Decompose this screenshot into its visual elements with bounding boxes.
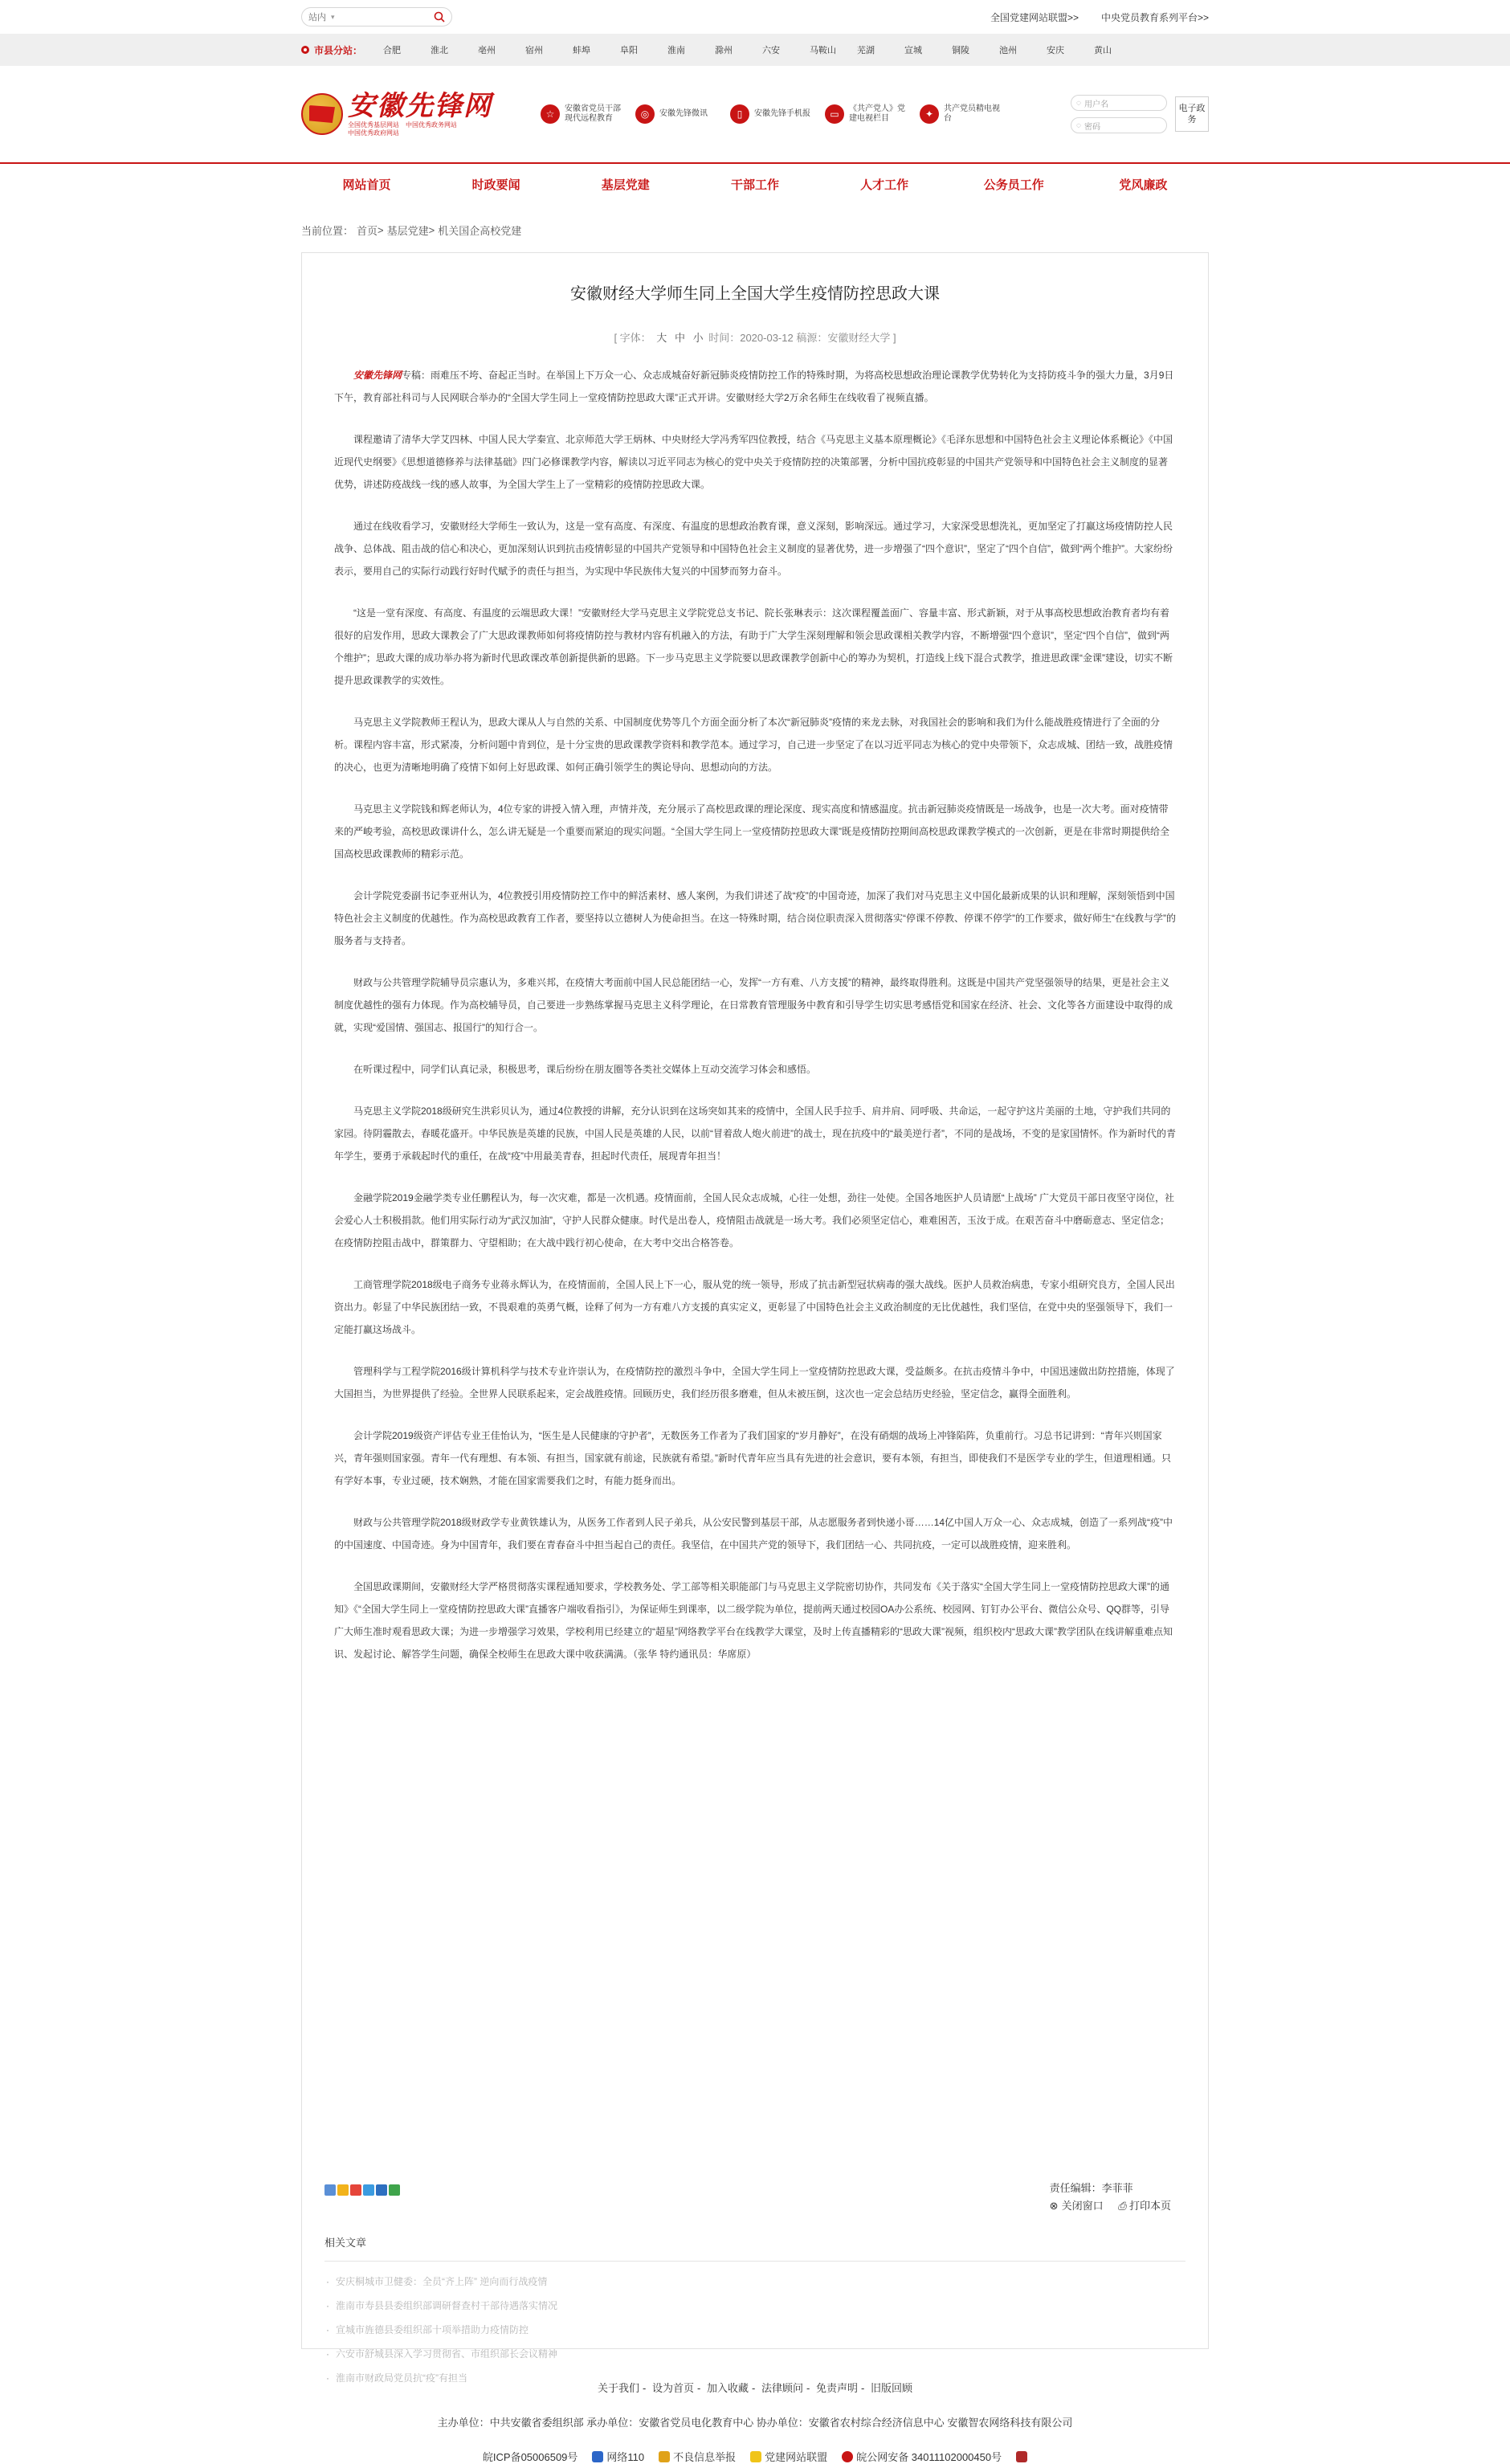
- nav-integrity[interactable]: 党风廉政: [1119, 178, 1168, 192]
- footer-link-favorite[interactable]: 加入收藏: [707, 2382, 749, 2394]
- footer-report[interactable]: 不良信息举报: [659, 2449, 736, 2464]
- site-footer: [0, 2380, 1510, 2464]
- city-link[interactable]: 黄山: [1094, 46, 1112, 55]
- article-paragraph: 通过在线收看学习，安徽财经大学师生一致认为，这是一堂有高度、有深度、有温度的思想政治教育课，意义深刻，影响深远。通过学习，大家深受思想洗礼，更加坚定了打赢这场疫情防控人民战争、总体战、阻击战的信心和决心，更加深刻认识到抗击疫情彰显的中国共产党领导和中国特色社会主义制度的显著优势，进一步增强了“四个意识”，坚定了“四个自信”，做到“两个维护”。大家纷纷表示，要用自己的实际行动践行好时代赋予的责任与担当，为实现中华民族伟大复兴的中国梦而努力奋斗。: [334, 521, 1173, 577]
- article-body: [324, 364, 1186, 1665]
- nav-grassroots[interactable]: 基层党建: [601, 178, 650, 192]
- city-link[interactable]: 合肥: [383, 46, 402, 55]
- quick-link-tv-station[interactable]: ✦ 共产党员精电视台: [920, 104, 1006, 124]
- editor-name: 责任编辑：李菲菲: [1049, 2182, 1133, 2194]
- share-renren-icon[interactable]: [376, 2184, 387, 2196]
- related-item[interactable]: · 淮南市财政局党员抗“疫”有担当: [324, 2366, 1186, 2390]
- broadcast-icon: ✦: [920, 104, 939, 124]
- city-bar: [0, 34, 1510, 66]
- egov-button[interactable]: 电子政务: [1175, 96, 1209, 132]
- education-icon: ☆: [541, 104, 560, 124]
- related-title: 相关文章: [324, 2226, 1186, 2262]
- logo-title: 安徽先锋网: [348, 90, 492, 122]
- breadcrumb-grassroots[interactable]: 基层党建: [386, 224, 429, 237]
- site-logo[interactable]: [301, 91, 534, 137]
- close-icon: ⊗: [1049, 2200, 1059, 2212]
- share-bar: [324, 2184, 400, 2196]
- user-icon: ◌: [1076, 98, 1081, 108]
- city-link[interactable]: 六安: [762, 46, 781, 55]
- article-paragraph: 课程邀请了清华大学艾四林、中国人民大学秦宣、北京师范大学王炳林、中央财经大学冯秀军四位教授，结合《马克思主义基本原理概论》《毛泽东思想和中国特色社会主义理论体系概论》《中国近现代史纲要》《思想道德修养与法律基础》四门必修课教学内容，解读以习近平同志为核心的党中央关于疫情防控的决策部署，分析中国抗疫彰显的中国共产党领导和中国特色社会主义制度的显著优势，讲述防疫战线一线的感人故事，为全国大学生上了一堂精彩的疫情防控思政大课。: [334, 434, 1173, 490]
- printer-icon: ⎙: [1117, 2200, 1126, 2212]
- editor-box: [1050, 2180, 1171, 2215]
- article-section: [0, 252, 1510, 2384]
- logo-subtitle: 全国优秀基层网站 中国优秀政务网站: [348, 121, 457, 129]
- article-box: [301, 252, 1209, 2384]
- search-scope-select[interactable]: 站内: [308, 13, 326, 22]
- related-item[interactable]: · 宣城市旌德县委组织部十项举措助力疫情防控: [324, 2318, 1186, 2342]
- article-paragraph: 工商管理学院2018级电子商务专业蒋永辉认为，在疫情面前，全国人民上下一心，服从党的统一领导，形成了抗击新型冠状病毒的强大战线。医护人员救治病患，专家小组研究良方，全国人民出资出力。彰显了中华民族团结一致，不畏艰难的英勇气概，诠释了何为一方有难八方支援的真实定义，更彰显了中国特色社会主义政治制度的无比优越性，我们坚信，在党中央的坚强领导下，我们一定能打赢这场战斗。: [334, 1279, 1175, 1335]
- city-link[interactable]: 淮北: [431, 46, 449, 55]
- lock-icon: ◌: [1076, 121, 1081, 130]
- main-nav: [0, 162, 1510, 204]
- article-paragraph: 在听课过程中，同学们认真记录，积极思考，课后纷纷在朋友圈等各类社交媒体上互动交流学习体会和感悟。: [353, 1064, 817, 1075]
- nav-news[interactable]: 时政要闻: [471, 178, 520, 192]
- share-weibo-icon[interactable]: [350, 2184, 361, 2196]
- footer-police[interactable]: 皖公网安备 34011102000450号: [842, 2449, 1002, 2464]
- font-size-small[interactable]: 小: [692, 332, 704, 344]
- font-size-medium[interactable]: 中: [674, 332, 685, 344]
- footer-host: 主办单位：中共安徽省委组织部 承办单位：安徽省党员电化教育中心 协办单位：安徽省农村综合经济信息中心 安徽智农网络科技有限公司: [437, 2417, 1073, 2429]
- article-paragraph: 会计学院党委副书记李亚州认为，4位教授引用疫情防控工作中的鲜活素材、感人案例，为我们讲述了战“疫”的中国奇迹，加深了我们对马克思主义中国化最新成果的认识和理解，深刻领悟到中国特色社会主义制度的优越性。作为高校思政教育工作者，要坚持以立德树人为使命担当。在这一特殊时期，结合岗位职责深入贯彻落实“停课不停教、停课不停学”的工作要求，做好师生“在线教与学”的服务者与支持者。: [334, 890, 1176, 946]
- article-paragraph: 财政与公共管理学院2018级财政学专业黄铁雄认为，从医务工作者到人民子弟兵，从公安民警到基层干部，从志愿服务者到快递小哥……14亿中国人万众一心、众志成城，创造了一系列战“疫”中的中国速度、中国奇迹。身为中国青年，我们要在青春奋斗中担当起自己的责任。我坚信，在中国共产党的领导下，我们团结一心、共同抗疫，一定可以战胜疫情，迎来胜利。: [334, 1517, 1173, 1551]
- breadcrumb-home[interactable]: 首页: [357, 224, 378, 237]
- share-tencent-icon[interactable]: [363, 2184, 374, 2196]
- close-window-button[interactable]: ⊗ 关闭窗口: [1050, 2197, 1104, 2215]
- footer-link-disclaimer[interactable]: 免责声明: [815, 2382, 858, 2394]
- quick-link-mobile-news[interactable]: ▯ 安徽先锋手机报: [730, 104, 817, 124]
- article-paragraph: 会计学院2019级资产评估专业王佳怡认为，“医生是人民健康的守护者”，无数医务工作者为了我们国家的“岁月静好”，在没有硝烟的战场上冲锋陷阵，负重前行。习总书记讲到：“青年兴则国家兴，青年强则国家强。青年一代有理想、有本领、有担当，国家就有前途，民族就有希望。”新时代青年应当具有先进的社会意识，要有本领，有担当，即使我们不是医学专业的学生，但道理相通。只有学好本事，专业过硬，技术娴熟，才能在国家需要我们之时，有能力挺身而出。: [334, 1430, 1172, 1486]
- article-paragraph: “这是一堂有深度、有高度、有温度的云端思政大课！”安徽财经大学马克思主义学院党总支书记、院长张琳表示：这次课程覆盖面广、容量丰富、形式新颖，对于从事高校思想政治教育者均有着很好的启发作用，思政大课教会了广大思政课教师如何将疫情防控与教材内容有机融入的方法，有助于广大学生深刻理解和领会思政课相关教学内容，不断增强“四个意识”，坚定“四个自信”，做到“两个维护”；思政大课的成功举办将为新时代思政课改革创新提供新的思路。下一步马克思主义学院要以思政课教学创新中心的筹办为契机，打造线上线下混合式教学，推进思政课“金课”建设，切实不断提升思政课教学的实效性。: [334, 607, 1173, 686]
- city-link[interactable]: 马鞍山: [810, 46, 837, 55]
- quick-link-wechat[interactable]: ◎ 安徽先锋微讯: [635, 104, 722, 124]
- font-size-large[interactable]: 大: [656, 332, 667, 344]
- location-pin-icon: [301, 46, 309, 54]
- party-emblem-icon: [301, 93, 343, 135]
- footer-icp[interactable]: 皖ICP备05006509号: [482, 2451, 578, 2463]
- related-item[interactable]: · 六安市舒城县深入学习贯彻省、市组织部长会议精神: [324, 2342, 1186, 2366]
- nav-talent[interactable]: 人才工作: [860, 178, 909, 192]
- city-link[interactable]: 滁州: [715, 46, 733, 55]
- related-articles: [324, 2226, 1186, 2390]
- share-qzone-icon[interactable]: [337, 2184, 349, 2196]
- footer-links: 关于我们 - 设为首页 - 加入收藏 - 法律顾问 - 免责声明 - 旧版回顾: [598, 2382, 912, 2394]
- breadcrumb: 当前位置： 首页 > 基层党建 > 机关国企高校党建: [301, 223, 522, 237]
- article-paragraph: 安徽先锋网专稿：雨难压不垮、奋起正当时。在举国上下万众一心、众志成城奋好新冠肺炎疫情防控工作的特殊时期，为将高校思想政治理论课教学优势转化为支持防疫斗争的强大力量，3月9日下午，教育部社科司与人民网联合举办的“全国大学生同上一堂疫情防控思政大课”正式开讲。安徽财经大学2万余名师生在线收看了视频直播。: [334, 364, 1176, 409]
- link-party-alliance[interactable]: 全国党建网站联盟>>: [990, 11, 1079, 23]
- footer-link-about[interactable]: 关于我们: [598, 2382, 640, 2394]
- city-link[interactable]: 池州: [999, 46, 1018, 55]
- footer-link-homepage[interactable]: 设为首页: [652, 2382, 695, 2394]
- city-link[interactable]: 蚌埠: [573, 46, 591, 55]
- link-central-platform[interactable]: 中央党员教育系列平台>>: [1100, 11, 1209, 23]
- city-link[interactable]: 宣城: [904, 46, 923, 55]
- article-paragraph: 马克思主义学院2018级研究生洪彩贝认为，通过4位教授的讲解，充分认识到在这场突如其来的疫情中，全国人民手拉手、肩并肩、同呼吸、共命运，一起守护这片美丽的土地，守护我们共同的家园。待阴霾散去，春暖花盛开。中华民族是英雄的民族，中国人民是英雄的人民，以前“冒着敌人炮火前进”的战士，现在抗疫中的“最美逆行者”，不同的是战场，不变的是家国情怀。作为新时代的青年学生，要勇于承载起时代的重任，在战“疫”中用最美青春，担起时代责任，展现青年担当！: [334, 1105, 1176, 1162]
- security-badge-icon: [1016, 2451, 1027, 2462]
- article-paragraph: 马克思主义学院钱和辉老师认为，4位专家的讲授入情入理，声情并茂，充分展示了高校思政课的理论深度、现实高度和情感温度。抗击新冠肺炎疫情既是一场战争，也是一次大考。面对疫情带来的严峻考验，高校思政课讲什么，怎么讲无疑是一个重要而紧迫的现实问题。“全国大学生同上一堂疫情防控思政大课”既是疫情防控期间高校思政课教学模式的一次创新，更是在非常时期提供给全国高校思政课教师的精彩示范。: [334, 803, 1169, 860]
- footer-badges: [0, 2449, 1510, 2464]
- footer-link-legal[interactable]: 法律顾问: [761, 2382, 803, 2394]
- article-paragraph: 全国思政课期间，安徽财经大学严格贯彻落实课程通知要求，学校教务处、学工部等相关职能部门与马克思主义学院密切协作，共同发布《关于落实“全国大学生同上一堂疫情防控思政大课”的通知》《“全国大学生同上一堂疫情防控思政大课”直播客户端收看指引》，为保证师生到课率，以二级学院为单位，提前两天通过校园OA办公系统、校园网、钉钉办公平台、微信公众号、QQ群等，引导广大师生准时观看思政大课；为进一步增强学习效果，学校利用已经建立的“超星”网络教学平台在线教学大课堂，及时上传直播精彩的“思政大课”视频，组织校内“思政大课”教学团队在线讲解重难点知识、发起讨论、解答学生问题，确保全校师生在思政大课中收获满满。（张华 特约通讯员：华席原）: [334, 1581, 1173, 1660]
- footer-link-old-version[interactable]: 旧版回顾: [870, 2382, 912, 2394]
- city-link[interactable]: 芜湖: [857, 46, 875, 55]
- city-link[interactable]: 亳州: [478, 46, 496, 55]
- search-icon[interactable]: [434, 11, 445, 22]
- breadcrumb-prefix: 当前位置：: [301, 224, 354, 237]
- quick-links: [541, 104, 1006, 124]
- search-input[interactable]: [340, 12, 434, 22]
- article-title: 安徽财经大学师生同上全国大学生疫情防控思政大课: [570, 285, 940, 303]
- top-bar: [0, 0, 1510, 34]
- share-more-icon[interactable]: [324, 2184, 336, 2196]
- nav-cadre[interactable]: 干部工作: [730, 178, 779, 192]
- print-button[interactable]: ⎙ 打印本页: [1118, 2197, 1171, 2215]
- police-emblem-icon: [842, 2451, 853, 2462]
- city-link[interactable]: 阜阳: [620, 46, 639, 55]
- username-field[interactable]: ◌ 用户名: [1071, 95, 1167, 111]
- city-bar-label: 市县分站：: [301, 43, 362, 57]
- chevron-down-icon: ▾: [331, 12, 335, 21]
- tv-icon: ▭: [825, 104, 844, 124]
- city-link[interactable]: 宿州: [525, 46, 544, 55]
- site-stamp: 安徽先锋网: [353, 370, 402, 381]
- city-list: [383, 43, 1141, 56]
- city-link[interactable]: 淮南: [667, 46, 686, 55]
- police-badge-icon: [592, 2451, 603, 2462]
- password-field[interactable]: ◌ 密码: [1071, 117, 1167, 133]
- article-meta: [ 字体： 大 中 小 时间：2020-03-12 稿源：安徽财经大学 ]: [614, 332, 896, 344]
- footer-union[interactable]: 党建网站联盟: [750, 2449, 827, 2464]
- nav-home[interactable]: 网站首页: [342, 178, 391, 192]
- quick-link-tv-column[interactable]: ▭ 《共产党人》党建电视栏目: [825, 104, 912, 124]
- related-item[interactable]: · 安庆桐城市卫健委：全员“齐上阵” 逆向而行战疫情: [324, 2270, 1186, 2294]
- article-paragraph: 金融学院2019金融学类专业任鹏程认为，每一次灾难，都是一次机遇。疫情面前，全国人民众志成城，心往一处想，劲往一处使。全国各地医护人员请愿“上战场” 广大党员干部日夜坚守岗位，社会爱心人士积极捐款。他们用实际行动为“武汉加油”，守护人民群众健康。时代是出卷人，疫情阻击战就是一场大考。我们必须坚定信心，难难困苦，玉汝于成。在艰苦奋斗中磨砺意志、坚定信念；在疫情防控阻击战中，群策群力、守望相助；在大战中践行初心使命，在大考中交出合格答卷。: [334, 1192, 1175, 1248]
- article-paragraph: 财政与公共管理学院辅导员宗惠认为，多难兴邦，在疫情大考面前中国人民总能团结一心，发挥“一方有难、八方支援”的精神，最终取得胜利。这既是中国共产党坚强领导的结果，更是社会主义制度优越性的强有力体现。作为高校辅导员，自己要进一步熟练掌握马克思主义科学理论，在日常教育管理服务中教育和引导学生切实思考感悟党和国家在经济、社会、文化等各方面建设中取得的成就，实现“爱国情、强国志、报国行”的知行合一。: [334, 977, 1173, 1033]
- warning-icon: [659, 2451, 670, 2462]
- site-header: [0, 66, 1510, 162]
- city-link[interactable]: 铜陵: [952, 46, 970, 55]
- wechat-icon: ◎: [635, 104, 655, 124]
- quick-link-remote-education[interactable]: ☆ 安徽省党员干部现代远程教育: [541, 104, 627, 124]
- nav-civil-servant[interactable]: 公务员工作: [983, 178, 1044, 192]
- site-search[interactable]: [301, 7, 452, 27]
- footer-security-badge[interactable]: [1016, 2451, 1027, 2462]
- logo-subtitle: 中国优秀政府网站: [348, 129, 399, 137]
- union-icon: [750, 2451, 761, 2462]
- login-box: [1071, 95, 1209, 133]
- related-item[interactable]: · 淮南市寿县县委组织部调研督查村干部待遇落实情况: [324, 2294, 1186, 2318]
- article-paragraph: 管理科学与工程学院2016级计算机科学与技术专业许崇认为，在疫情防控的激烈斗争中，全国大学生同上一堂疫情防控思政大课，受益颇多。在抗击疫情斗争中，中国迅速做出防控措施，体现了大国担当，为世界提供了经验。全世界人民联系起来，定会战胜疫情。回顾历史，我们经历很多磨难，但从未被压倒，这次也一定会总结历史经验，坚定信念，赢得全面胜利。: [334, 1366, 1175, 1400]
- city-link[interactable]: 安庆: [1047, 46, 1065, 55]
- breadcrumb-category[interactable]: 机关国企高校党建: [438, 224, 522, 237]
- share-douban-icon[interactable]: [389, 2184, 400, 2196]
- article-paragraph: 马克思主义学院教师王程认为，思政大课从人与自然的关系、中国制度优势等几个方面全面分析了本次“新冠肺炎”疫情的来龙去脉，对我国社会的影响和我们为什么能战胜疫情进行了全面的分析。课程内容丰富，形式紧凑，分析问题中肯到位，是十分宝贵的思政课教学资料和教学范本。通过学习，自己进一步坚定了在以习近平同志为核心的党中央带领下，众志成城、团结一致，战胜疫情的决心，也更为清晰地明确了疫情下如何上好思政课、如何正确引领学生的舆论导向、思想动向的方法。: [334, 717, 1173, 773]
- mobile-icon: ▯: [730, 104, 749, 124]
- footer-net110[interactable]: 网络110: [592, 2449, 644, 2464]
